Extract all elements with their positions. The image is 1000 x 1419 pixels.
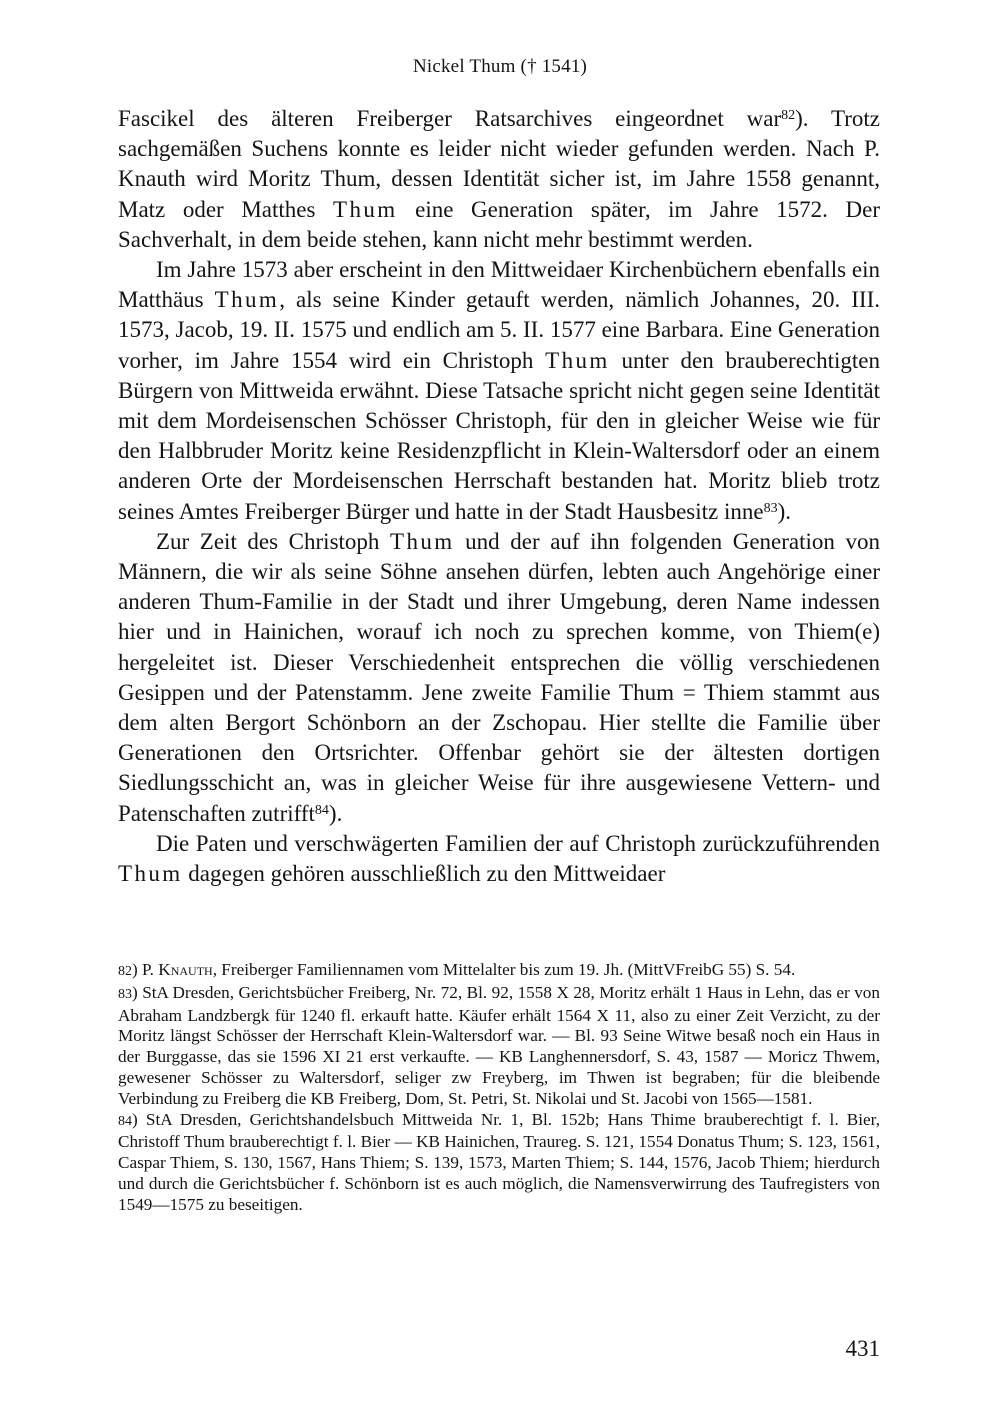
text-run: ) StA Dresden, Gerichtsbücher Freiberg, Nr. 72, Bl. 92, 1558 X 28, Moritz erhält 1 Haus in Lehn, das er von Abraham Landzbergk für 1240 fl. erkauft hatte. Käufer erhält 1564 X 11, also zu einer Zeit Verzicht, zu der Moritz längst Schösser der Herrschaft Klein-Waltersdorf war. — Bl. 93 Seine Witwe besaß noch ein Haus in der Burggasse, das sie 1596 XI 21 erst verkaufte. — KB Langhennersdorf, S. 43, 1587 — Moricz Thwem, gewesener Schösser zu Waltersdorf, seliger zw Freyberg, im Thwen ist begraben; für die bleibende Verbindung zu Freiberg die KB Freiberg, Dom, St. Petri, St. Nikolai und St. Jacobi von 1565—1581. bbox=[118, 982, 880, 1108]
text-run: Die Paten und verschwägerten Familien der auf Christoph zurückzuführenden bbox=[156, 830, 880, 856]
main-text bbox=[118, 104, 880, 889]
footnote-ref: 82 bbox=[781, 108, 796, 123]
paragraph bbox=[118, 829, 880, 889]
text-run: dagegen gehören ausschließlich zu den Mittweidaer bbox=[182, 861, 666, 887]
text-run: ) P. bbox=[132, 960, 159, 979]
text-run: ). Trotz sachgemäßen Suchens konnte es leider nicht wieder gefunden werden. Nach P. Knauth wird Moritz Thum, dessen Identität sicher ist, im Jahre 1558 genannt, Matz oder Matthes bbox=[118, 106, 880, 222]
spaced-name: Thum bbox=[390, 528, 455, 554]
footnote-ref: 84 bbox=[314, 802, 329, 818]
footnote-number: 84 bbox=[118, 1113, 132, 1129]
footnote-number: 83 bbox=[118, 986, 132, 1002]
page-number: 431 bbox=[845, 1336, 880, 1361]
footnote-83 bbox=[118, 983, 880, 1110]
footnotes bbox=[118, 960, 880, 1216]
text-run: ). bbox=[777, 498, 791, 524]
small-caps-name: Knauth bbox=[158, 960, 213, 979]
spaced-name: Thum bbox=[214, 287, 280, 313]
footnote-84 bbox=[118, 1110, 880, 1216]
text-run: unter den brauberechtigten Bürgern von Mittweida erwähnt. Diese Tatsache spricht nicht gegen seine Identität mit dem Mordeisenschen Schösser Christoph, für den in gleicher Weise wie für den Halbbruder Moritz keine Residenzpflicht in Klein-Waltersdorf oder an einem anderen Orte der Mordeisenschen Herrschaft bestanden hat. Moritz blieb trotz seines Amtes Freiberger Bürger und hatte in der Stadt Hausbesitz inne bbox=[118, 347, 881, 524]
text-run: Zur Zeit des Christoph bbox=[156, 528, 391, 554]
paragraph bbox=[118, 527, 880, 829]
text-run: ) StA Dresden, Gerichtshandelsbuch Mittweida Nr. 1, Bl. 152b; Hans Thime brauberechtigt f. l. Bier, Christoff Thum brauberechtigt f. l. Bier — KB Hainichen, Traureg. S. 121, 1554 Donatus Thum; S. 123, 1561, Caspar Thiem, S. 130, 1567, Hans Thiem; S. 139, 1573, Marten Thiem; S. 144, 1576, Jacob Thiem; hierdurch und durch die Gerichtsbücher f. Schönborn ist es auch möglich, die Namensverwirrung des Taufregisters von 1549—1575 zu beseitigen. bbox=[118, 1109, 880, 1214]
spaced-name: Thum bbox=[333, 196, 398, 222]
text-run: und der auf ihn folgenden Generation von Männern, die wir als seine Söhne ansehen dürfen, lebten auch Angehörige einer anderen Thum-Familie in der Stadt und ihrer Umgebung, deren Name indessen hier und in Hainichen, worauf ich noch zu sprechen komme, von Thiem(e) hergeleitet ist. Dieser Verschiedenheit entsprechen die völlig verschiedenen Gesippen und der Patenstamm. Jene zweite Familie Thum = Thiem stammt aus dem alten Bergort Schönborn an der Zschopau. Hier stellte die Familie über Generationen den Ortsrichter. Offenbar gehört sie der ältesten dortigen Siedlungsschicht an, was in gleicher Weise für ihre ausgewiesene Vettern- und Patenschaften zutrifft bbox=[118, 528, 880, 826]
spaced-name: Thum bbox=[545, 347, 610, 373]
running-head: Nickel Thum († 1541) bbox=[412, 56, 588, 77]
paragraph bbox=[118, 255, 880, 527]
paragraph bbox=[118, 104, 880, 255]
text-run: , als seine Kinder getauft werden, nämlich Johannes, 20. III. 1573, Jacob, 19. II. 1575 und endlich am 5. II. 1577 eine Barbara. Eine Generation vorher, im Jahre 1554 wird ein Christoph bbox=[118, 287, 880, 373]
footnote-82 bbox=[118, 960, 880, 983]
footnote-number: 82 bbox=[118, 964, 132, 979]
footnote-ref: 83 bbox=[763, 500, 778, 516]
text-run: Fascikel des älteren Freiberger Ratsarchives eingeordnet war bbox=[118, 106, 782, 131]
text-run: , Freiberger Familiennamen vom Mittelalter bis zum 19. Jh. (MittVFreibG 55) S. 54. bbox=[212, 960, 796, 979]
spaced-name: Thum bbox=[118, 861, 183, 887]
text-run: eine Generation später, im Jahre 1572. Der Sachverhalt, in dem beide stehen, kann nicht mehr bestimmt werden. bbox=[118, 196, 880, 252]
text-run: Im Jahre 1573 aber erscheint in den Mittweidaer Kirchenbüchern ebenfalls ein Matthäus bbox=[118, 257, 880, 313]
text-run: ). bbox=[328, 800, 343, 826]
